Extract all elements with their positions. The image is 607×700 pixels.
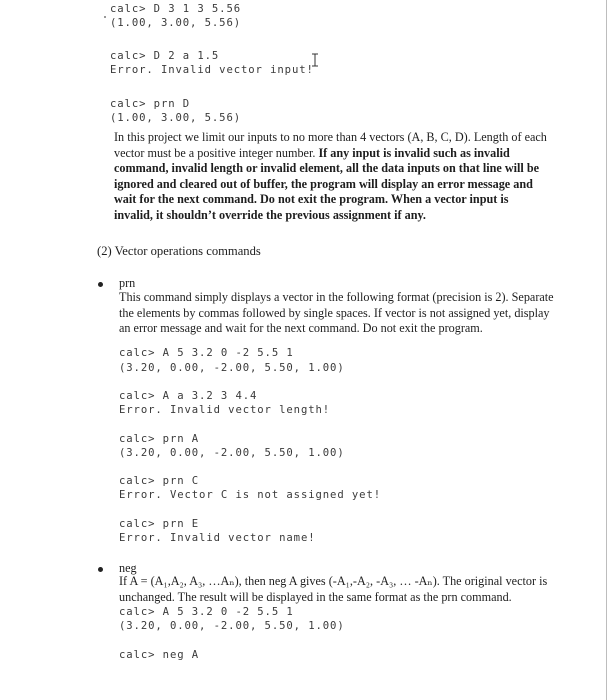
console-line: (1.00, 3.00, 5.56) — [110, 17, 242, 29]
bullet-icon — [98, 282, 103, 287]
console-line: calc> A 5 3.2 0 -2 5.5 1 — [119, 347, 294, 359]
console-line: calc> D 2 a 1.5 — [110, 50, 220, 62]
console-line: calc> A a 3.2 3 4.4 — [119, 390, 258, 402]
neg-description: If A = (A₁,A₂, A₃, …Aₙ), then neg A gives (-A₁,-A₂, -A₃, … -Aₙ). The original vector is unchanged. The result will be displayed in the same format as the prn command. — [119, 574, 548, 604]
console-line: (3.20, 0.00, -2.00, 5.50, 1.00) — [119, 620, 345, 632]
section-heading: (2) Vector operations commands — [97, 244, 261, 258]
console-line: calc> prn D — [110, 98, 191, 110]
console-line: (3.20, 0.00, -2.00, 5.50, 1.00) — [119, 362, 345, 374]
prn-title: prn — [119, 276, 136, 290]
console-line: Error. Vector C is not assigned yet! — [119, 489, 382, 501]
console-line: Error. Invalid vector length! — [119, 404, 331, 416]
console-line: calc> prn A — [119, 433, 200, 445]
bullet-icon — [98, 567, 103, 572]
console-line: calc> A 5 3.2 0 -2 5.5 1 — [119, 606, 294, 618]
neg-title: neg — [119, 561, 137, 575]
console-line: Error. Invalid vector name! — [119, 532, 316, 544]
text-cursor-icon — [311, 53, 319, 67]
console-line: (3.20, 0.00, -2.00, 5.50, 1.00) — [119, 447, 345, 459]
intro-paragraph — [114, 130, 550, 224]
console-line: calc> prn E — [119, 518, 200, 530]
console-line: Error. Invalid vector input! — [110, 64, 314, 76]
intro-bold: If any input is invalid such as invalid command, invalid length or invalid element, all the data inputs on that line will be ignored and cleared out of buffer, the program will display an error message and wait for the next command. Do not exit the program. When a vector input is invalid, it shouldn’t override the previous assignment if any. — [114, 145, 540, 222]
console-line: calc> neg A — [119, 649, 200, 661]
prn-description: This command simply displays a vector in the following format (precision is 2). Separate the elements by commas followed by single spaces. If vector is not assigned yet, display an error message and wait for the next command. Do not exit the program. — [119, 290, 554, 336]
intro-lead: In this project we limit our inputs to no more than 4 vectors (A, B, C, D). Length of each vector must be a positive integer number. — [114, 130, 547, 160]
console-line: calc> prn C — [119, 475, 200, 487]
console-line: calc> D 3 1 3 5.56 — [110, 3, 242, 15]
scan-mark — [104, 16, 106, 18]
console-line: (1.00, 3.00, 5.56) — [110, 112, 242, 124]
